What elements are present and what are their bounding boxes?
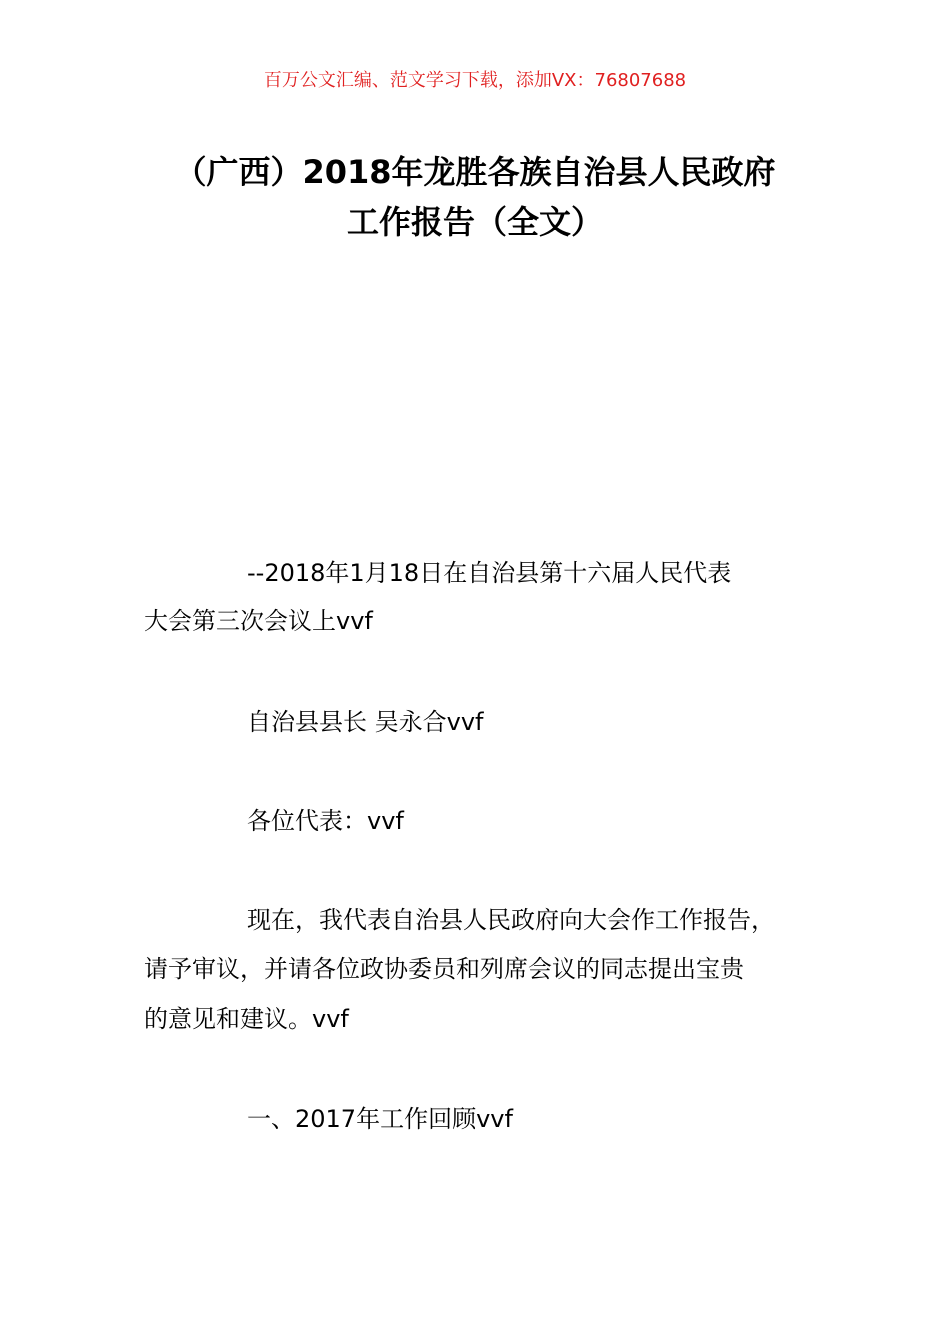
intro-paragraph-line-2: 请予审议，并请各位政协委员和列席会议的同志提出宝贵	[144, 955, 744, 983]
salutation: 各位代表：vvf	[247, 807, 404, 835]
subtitle-line-1: --2018年1月18日在自治县第十六届人民代表	[247, 559, 732, 587]
subtitle-line-2: 大会第三次会议上vvf	[144, 607, 373, 635]
intro-paragraph-line-1: 现在，我代表自治县人民政府向大会作工作报告，	[247, 906, 775, 934]
header-note: 百万公文汇编、范文学习下载，添加VX：76807688	[263, 70, 687, 91]
intro-paragraph-line-3: 的意见和建议。vvf	[144, 1005, 349, 1033]
speaker-line: 自治县县长 吴永合vvf	[247, 708, 484, 736]
document-title-line-2: 工作报告（全文）	[346, 203, 603, 241]
section-heading-1: 一、2017年工作回顾vvf	[247, 1105, 513, 1133]
document-title-line-1: （广西）2018年龙胜各族自治县人民政府	[174, 153, 776, 191]
